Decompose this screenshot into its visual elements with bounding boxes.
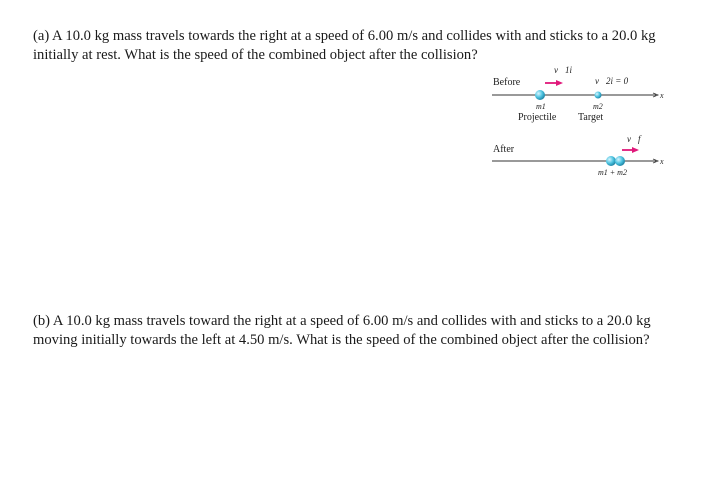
combined-ball-2 (615, 156, 625, 166)
before-label: Before (493, 77, 521, 88)
v2i-label: v⃗2i = 0 (595, 76, 629, 86)
m1-label: m1 (536, 102, 546, 111)
target-label: Target (578, 112, 604, 123)
v1i-label: v⃗1i (554, 65, 572, 75)
x-axis-label-after: x (660, 157, 664, 166)
collision-diagram (492, 64, 672, 184)
vf-label: v⃗f (627, 134, 641, 144)
velocity-arrowhead-before (556, 80, 563, 86)
after-label: After (493, 144, 515, 155)
velocity-arrowhead-after (632, 147, 639, 153)
question-a-text: (a) A 10.0 kg mass travels towards the right at a speed of 6.00 m/s and collides with and sticks to a 20.0 kg initially at rest. What is the speed of the combined object after the collision? (33, 28, 656, 63)
combined-mass-label: m1 + m2 (598, 168, 627, 177)
target-ball (595, 92, 602, 99)
combined-ball-1 (606, 156, 616, 166)
projectile-ball (535, 90, 545, 100)
x-axis-label-before: x (660, 91, 664, 100)
question-b-text: (b) A 10.0 kg mass travels toward the right at a speed of 6.00 m/s and collides with and sticks to a 20.0 kg moving initially towards the left at 4.50 m/s. What is the speed of the combined object after the collision? (33, 313, 651, 348)
m2-label: m2 (593, 102, 603, 111)
projectile-label: Projectile (518, 112, 557, 123)
